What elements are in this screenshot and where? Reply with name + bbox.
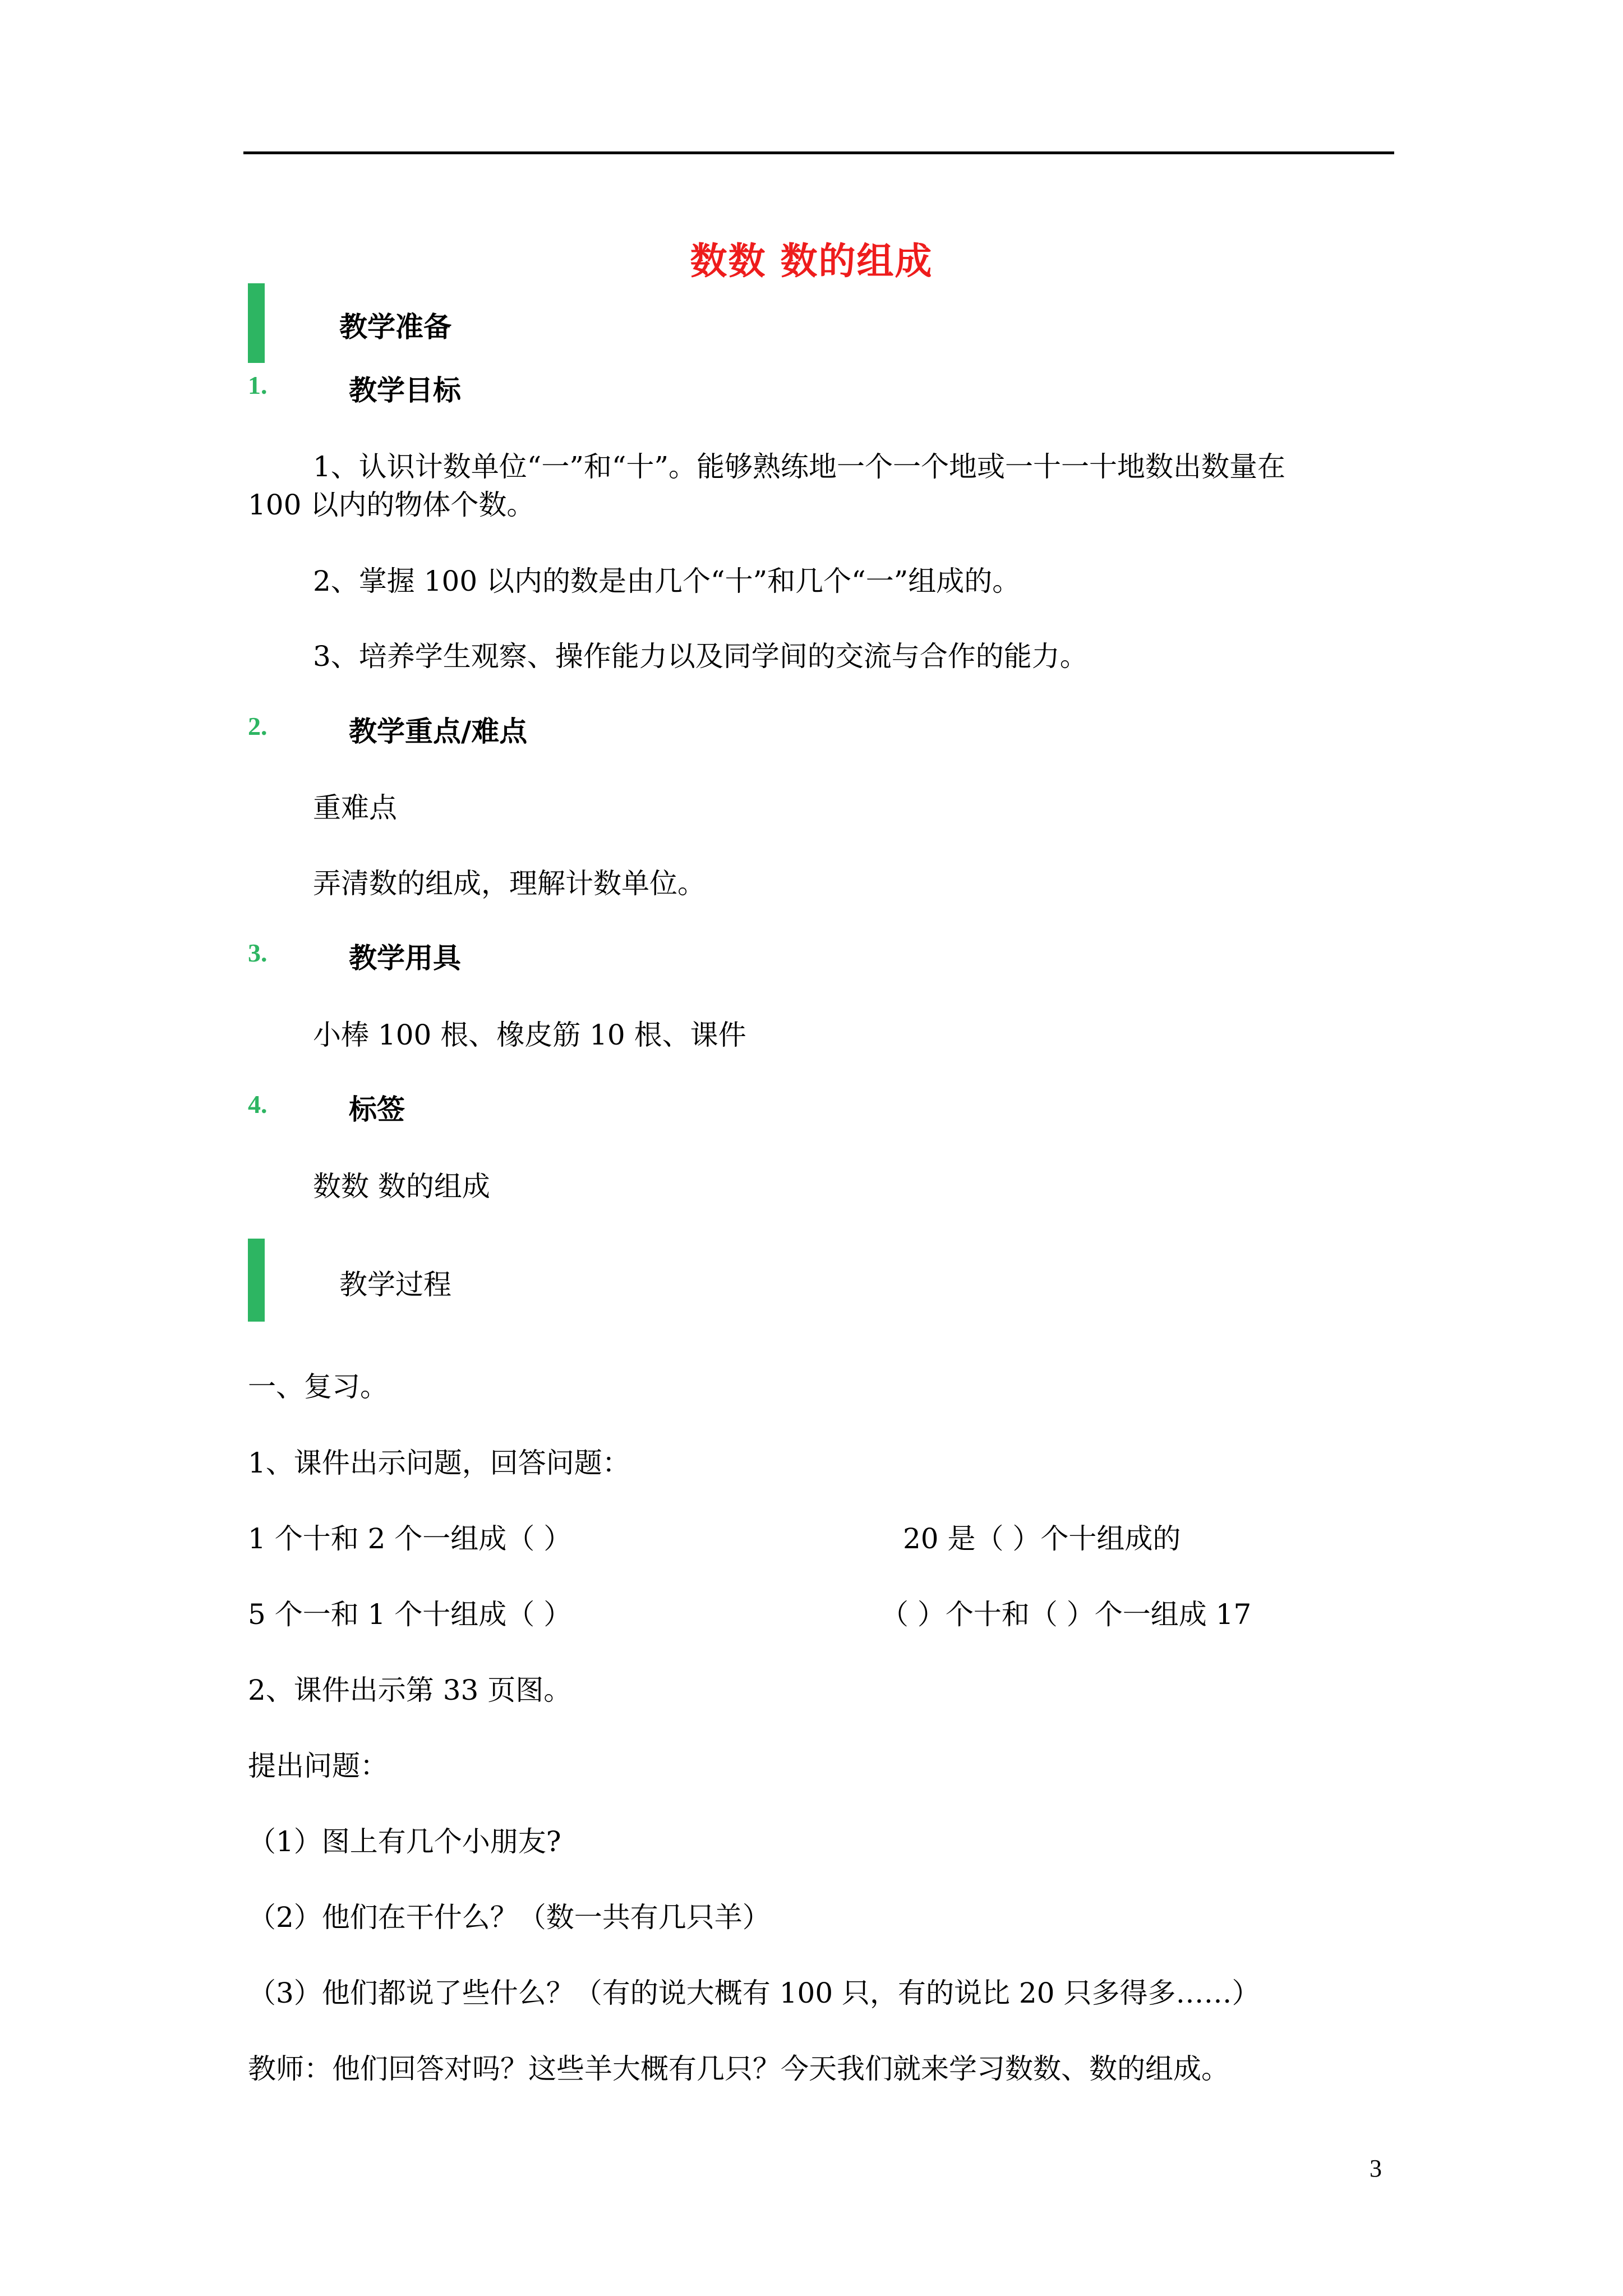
ask-question-1: （1）图上有几个小朋友?	[248, 1825, 561, 1858]
key-text: 弄清数的组成，理解计数单位。	[313, 867, 706, 900]
item-heading-tag: 标签	[349, 1093, 405, 1126]
section-bar-prep	[248, 283, 265, 363]
ask-question-3: （3）他们都说了些什么？（有的说大概有 100 只，有的说比 20 只多得多……）	[248, 1977, 1260, 2009]
item-number-4: 4.	[248, 1090, 268, 1119]
teacher-line: 教师：他们回答对吗？这些羊大概有几只？今天我们就来学习数数、数的组成。	[248, 2053, 1229, 2085]
item-heading-key: 教学重点/难点	[349, 715, 528, 748]
process-step-1: 1、课件出示问题，回答问题：	[248, 1447, 630, 1479]
page-title: 数数 数的组成	[690, 239, 933, 283]
section-title-process: 教学过程	[339, 1268, 451, 1301]
tools-text: 小棒 100 根、橡皮筋 10 根、课件	[313, 1019, 746, 1051]
page-number: 3	[1370, 2155, 1382, 2182]
process-step-2: 2、课件出示第 33 页图。	[248, 1674, 572, 1706]
ask-heading: 提出问题：	[248, 1750, 388, 1782]
section-bar-process	[248, 1239, 265, 1322]
goal-3: 3、培养学生观察、操作能力以及同学间的交流与合作的能力。	[313, 640, 1088, 673]
question-2-left: 5 个一和 1 个十组成（ ）	[248, 1598, 572, 1631]
question-2-right: （ ）个十和（ ）个一组成 17	[880, 1598, 1252, 1631]
item-number-2: 2.	[248, 712, 268, 740]
item-heading-tools: 教学用具	[349, 941, 461, 974]
goal-1-line-2: 100 以内的物体个数。	[248, 489, 535, 521]
ask-question-2: （2）他们在干什么？（数一共有几只羊）	[248, 1901, 771, 1934]
item-number-3: 3.	[248, 938, 268, 967]
question-1-right: 20 是（ ）个十组成的	[903, 1522, 1181, 1555]
header-rule	[243, 151, 1394, 154]
goal-2: 2、掌握 100 以内的数是由几个“十”和几个“一”组成的。	[313, 565, 1021, 597]
section-title-prep: 教学准备	[339, 310, 451, 343]
item-number-1: 1.	[248, 371, 268, 399]
key-label: 重难点	[313, 792, 397, 824]
item-heading-goals: 教学目标	[349, 374, 461, 407]
question-1-left: 1 个十和 2 个一组成（ ）	[248, 1522, 572, 1555]
tag-text: 数数 数的组成	[313, 1170, 490, 1203]
review-heading: 一、复习。	[248, 1370, 388, 1403]
goal-1-line-1: 1、认识计数单位“一”和“十”。能够熟练地一个一个地或一十一十地数出数量在	[313, 450, 1286, 483]
